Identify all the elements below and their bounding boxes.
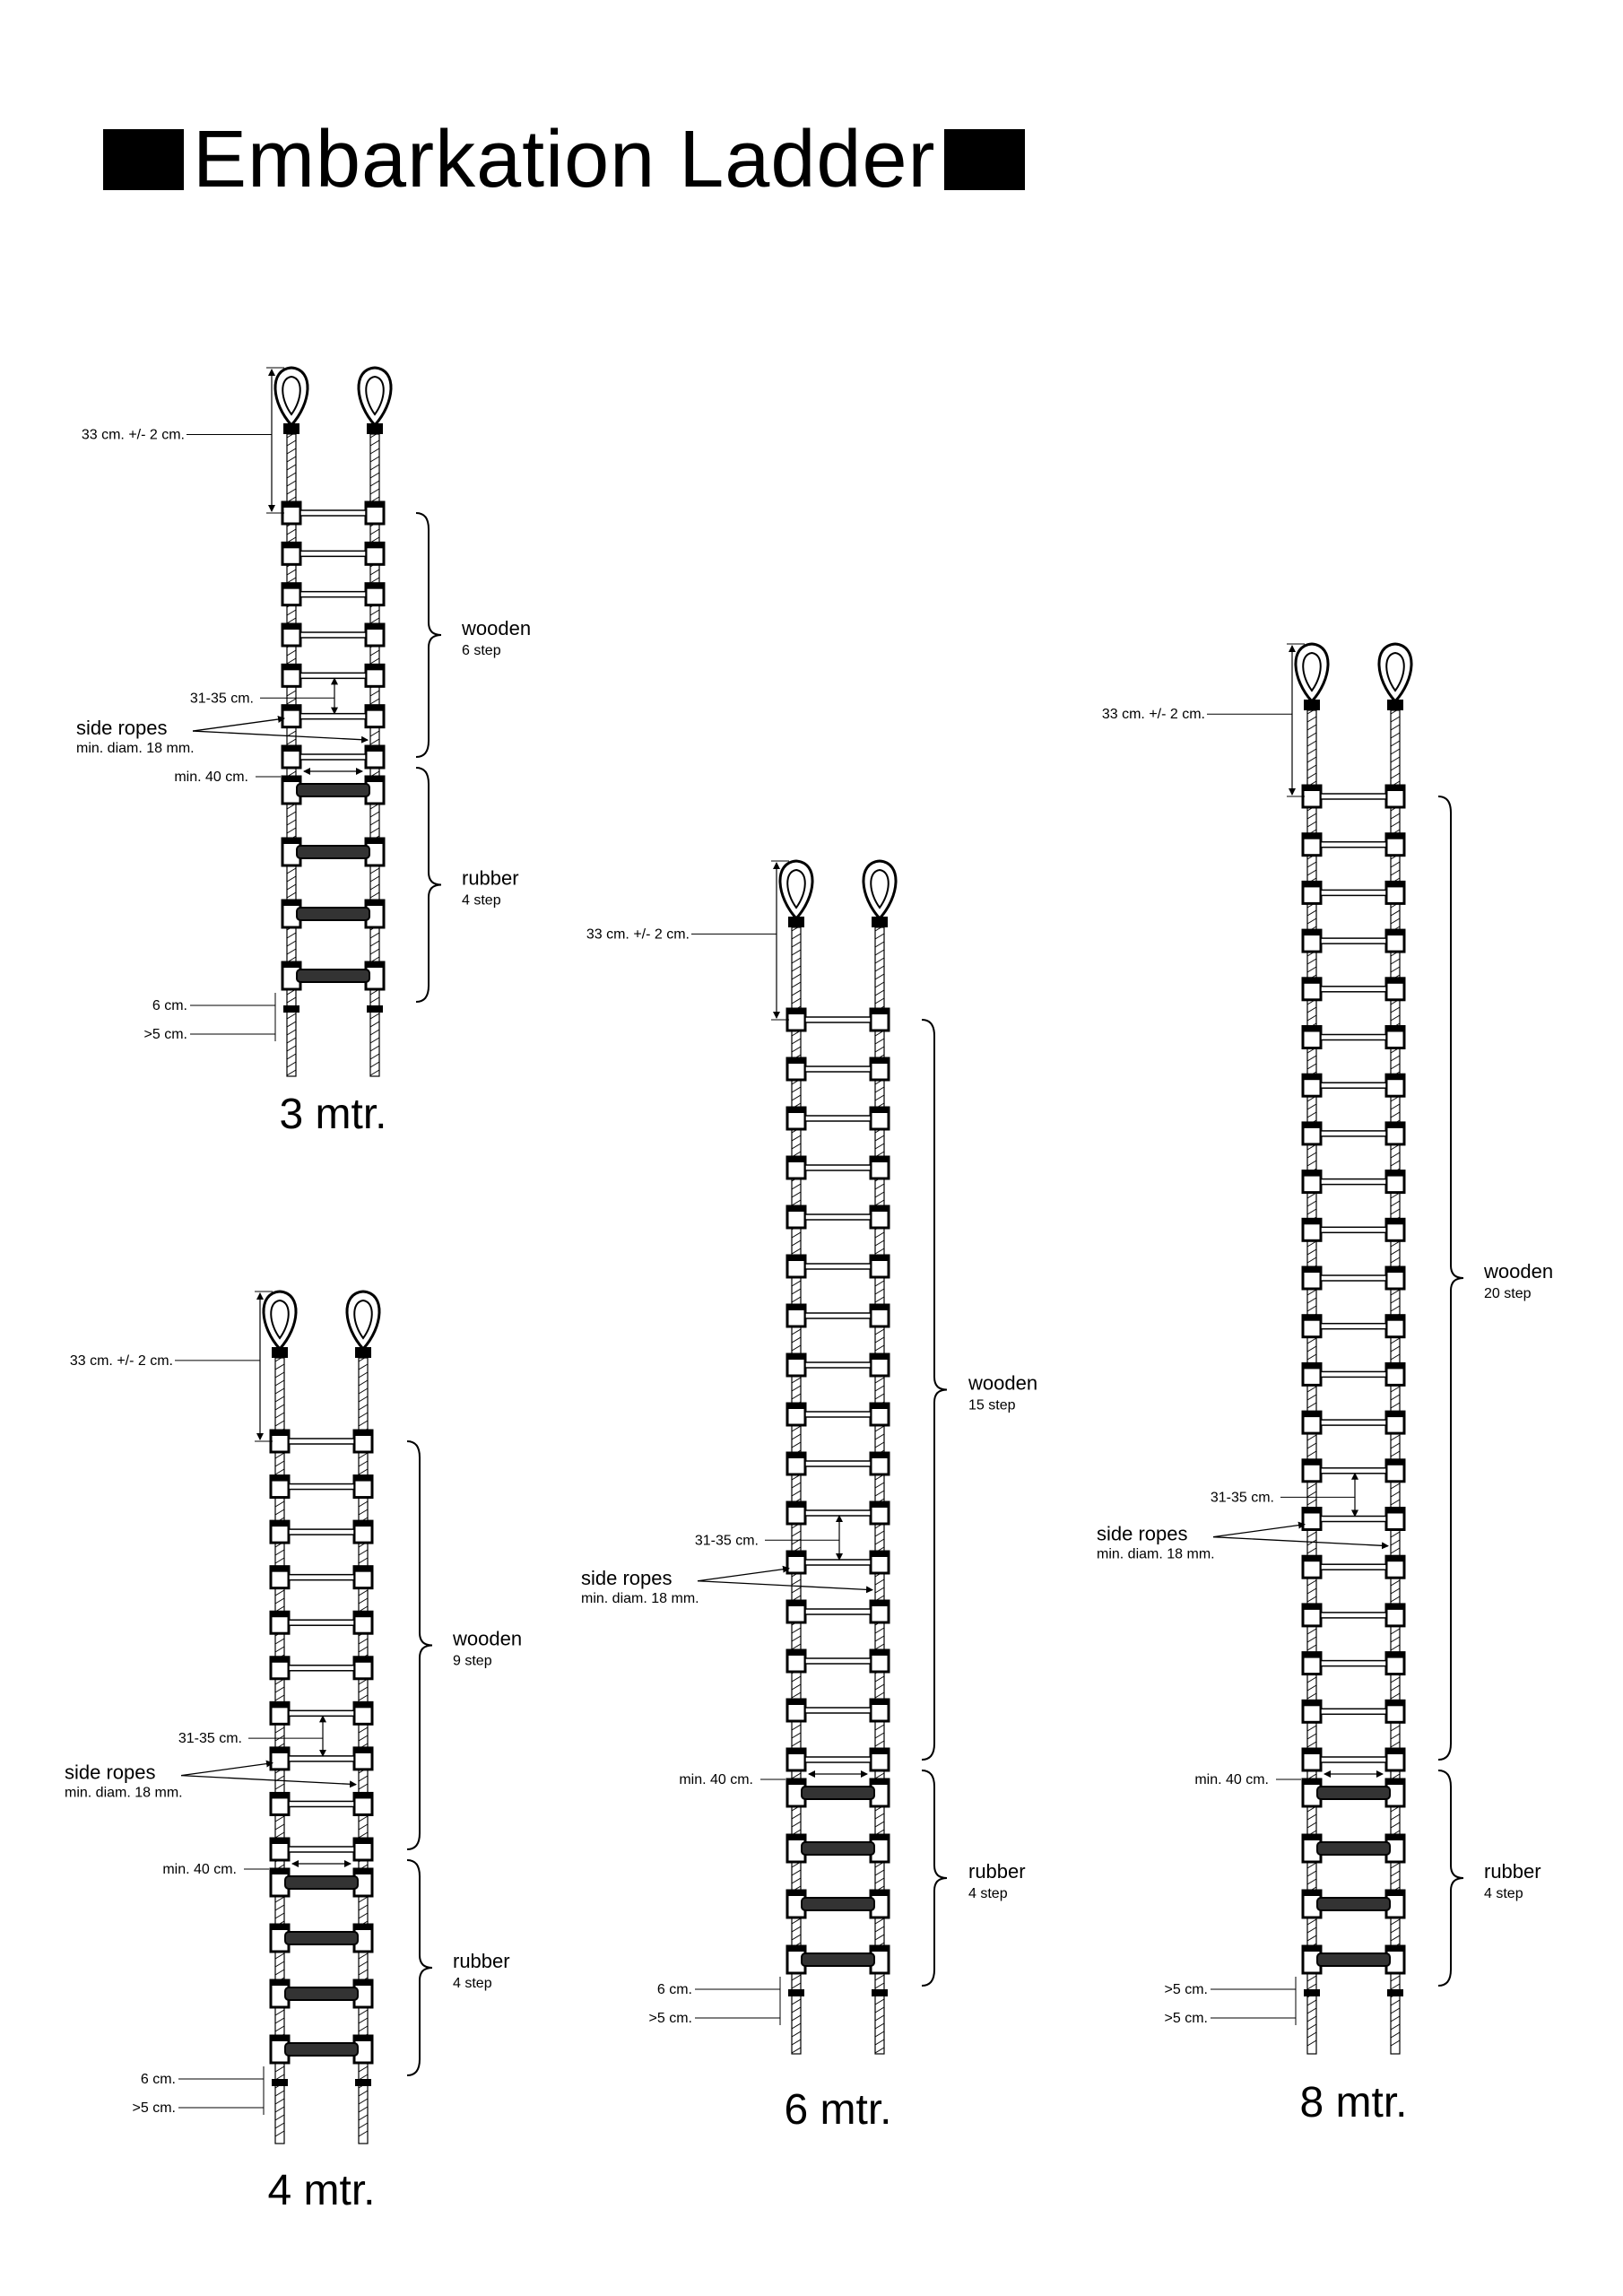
step-clamp-cap: [366, 665, 384, 670]
rubber-brace: [922, 1770, 947, 1986]
top-length-label: 33 cm. +/- 2 cm.: [586, 926, 690, 943]
wooden-step: [1321, 1709, 1386, 1714]
step-clamp-cap: [282, 777, 300, 782]
wooden-step: [1321, 1564, 1386, 1570]
wooden-step: [1321, 1468, 1386, 1474]
ladder-caption: 6 mtr.: [784, 2086, 892, 2134]
rubber-label: rubber: [1484, 1860, 1541, 1883]
bottom-dim-label-a: >5 cm.: [1164, 1982, 1208, 1997]
wooden-step: [805, 1264, 871, 1269]
step-clamp-cap: [1303, 834, 1321, 839]
side-ropes-label: side ropes: [1097, 1522, 1188, 1545]
wooden-label: wooden: [453, 1627, 523, 1650]
step-clamp-cap: [1303, 930, 1321, 935]
step-clamp-cap: [1303, 786, 1321, 791]
step-clamp-cap: [787, 1354, 805, 1360]
min-width-label: min. 40 cm.: [1194, 1772, 1269, 1787]
side-rope-arrow: [698, 1581, 872, 1590]
step-clamp-cap: [366, 706, 384, 711]
step-clamp-cap: [1386, 1891, 1404, 1896]
step-clamp-cap: [271, 1521, 289, 1526]
step-clamp-cap: [787, 1206, 805, 1212]
title-text: Embarkation Ladder: [193, 115, 936, 204]
step-clamp-cap: [282, 839, 300, 844]
step-clamp-cap: [282, 624, 300, 630]
wooden-label: wooden: [462, 617, 532, 639]
wooden-step: [1321, 987, 1386, 992]
step-clamp-cap: [1386, 1605, 1404, 1610]
step-clamp-cap: [871, 1700, 889, 1705]
step-clamp-cap: [787, 1108, 805, 1113]
rope-seizing: [1304, 700, 1320, 710]
ladder-caption: 4 mtr.: [267, 2167, 376, 2214]
step-clamp-cap: [1386, 1779, 1404, 1785]
side-rope-arrow: [181, 1763, 273, 1776]
step-clamp-cap: [282, 665, 300, 670]
wooden-steps-label: 6 step: [462, 643, 501, 658]
step-clamp-cap: [871, 1601, 889, 1606]
step-clamp-cap: [871, 1749, 889, 1754]
bottom-dim-label-b: >5 cm.: [143, 1027, 187, 1042]
step-clamp-cap: [1386, 930, 1404, 935]
step-clamp-cap: [871, 1552, 889, 1557]
step-clamp-cap: [354, 1839, 372, 1844]
bottom-seizing: [1304, 1989, 1320, 1996]
step-clamp-cap: [1303, 1835, 1321, 1840]
bottom-dim-label-b: >5 cm.: [132, 2100, 176, 2116]
rope-seizing: [272, 1347, 288, 1358]
step-clamp-cap: [1303, 1316, 1321, 1321]
step-clamp-cap: [787, 1779, 805, 1785]
bottom-seizing: [355, 2079, 371, 2086]
wooden-step: [289, 1484, 354, 1490]
step-spacing-label: 31-35 cm.: [189, 691, 254, 707]
step-clamp-cap: [271, 1431, 289, 1436]
wooden-step: [300, 592, 366, 597]
wooden-step: [300, 551, 366, 556]
ladder-3m: [76, 368, 531, 1138]
side-rope-arrow: [1213, 1525, 1305, 1537]
step-clamp-cap: [787, 1552, 805, 1557]
wooden-step: [300, 754, 366, 760]
step-clamp-cap: [354, 1612, 372, 1617]
step-clamp-cap: [354, 1521, 372, 1526]
wooden-step: [289, 1801, 354, 1806]
step-clamp-cap: [1303, 1891, 1321, 1896]
rubber-step: [285, 1987, 358, 2000]
step-clamp-cap: [1386, 978, 1404, 984]
rubber-step: [802, 1898, 874, 1910]
step-clamp-cap: [354, 1476, 372, 1482]
side-ropes-diameter-label: min. diam. 18 mm.: [581, 1590, 699, 1606]
step-clamp-cap: [1386, 1749, 1404, 1754]
wooden-steps-label: 20 step: [1484, 1286, 1532, 1301]
step-clamp-cap: [366, 777, 384, 782]
wooden-step: [1321, 1613, 1386, 1618]
step-clamp-cap: [1386, 1460, 1404, 1465]
step-clamp-cap: [1303, 1509, 1321, 1514]
step-clamp-cap: [871, 1256, 889, 1261]
side-rope-arrow: [193, 731, 368, 740]
side-ropes-label: side ropes: [65, 1761, 156, 1784]
step-clamp-cap: [271, 1657, 289, 1663]
step-clamp-cap: [282, 900, 300, 906]
step-clamp-cap: [271, 1869, 289, 1874]
step-clamp-cap: [271, 1793, 289, 1798]
wooden-step: [1321, 1179, 1386, 1185]
side-rope-arrow: [181, 1776, 356, 1785]
wooden-step: [300, 714, 366, 719]
step-clamp-cap: [787, 1305, 805, 1310]
wooden-step: [805, 1560, 871, 1565]
min-width-label: min. 40 cm.: [174, 770, 248, 785]
step-clamp-cap: [871, 1650, 889, 1656]
step-clamp-cap: [1303, 1700, 1321, 1706]
wooden-step: [1321, 794, 1386, 799]
rubber-brace: [416, 768, 441, 1002]
step-clamp-cap: [1303, 1027, 1321, 1032]
step-clamp-cap: [1303, 1074, 1321, 1080]
rubber-step: [297, 970, 369, 982]
step-clamp-cap: [787, 1404, 805, 1409]
bottom-seizing: [788, 1989, 804, 1996]
step-clamp-cap: [354, 2036, 372, 2041]
rubber-step: [1317, 1842, 1390, 1855]
wooden-step: [300, 510, 366, 516]
step-clamp-cap: [282, 706, 300, 711]
wooden-step: [805, 1708, 871, 1713]
wooden-step: [1321, 1035, 1386, 1040]
step-clamp-cap: [787, 1058, 805, 1064]
step-clamp-cap: [1303, 1779, 1321, 1785]
min-width-label: min. 40 cm.: [679, 1772, 753, 1787]
wooden-step: [1321, 890, 1386, 895]
bottom-seizing: [272, 2079, 288, 2086]
wooden-step: [1321, 1517, 1386, 1522]
step-clamp-cap: [1303, 1267, 1321, 1273]
step-clamp-cap: [366, 962, 384, 968]
rubber-label: rubber: [453, 1950, 510, 1972]
step-clamp-cap: [1386, 1556, 1404, 1561]
rubber-step: [297, 908, 369, 920]
step-clamp-cap: [271, 1748, 289, 1753]
step-spacing-label: 31-35 cm.: [1210, 1490, 1274, 1506]
top-length-label: 33 cm. +/- 2 cm.: [1101, 707, 1205, 723]
step-clamp-cap: [354, 1431, 372, 1436]
rubber-step: [802, 1842, 874, 1855]
wooden-step: [805, 1066, 871, 1072]
bottom-dim-label-b: >5 cm.: [648, 2011, 692, 2026]
step-clamp-cap: [787, 1650, 805, 1656]
step-clamp-cap: [271, 2036, 289, 2041]
step-clamp-cap: [871, 1305, 889, 1310]
top-length-label: 33 cm. +/- 2 cm.: [81, 427, 185, 443]
step-clamp-cap: [366, 584, 384, 589]
wooden-brace: [1438, 796, 1463, 1760]
step-clamp-cap: [1386, 1700, 1404, 1706]
step-clamp-cap: [1386, 834, 1404, 839]
wooden-steps-label: 9 step: [453, 1653, 492, 1669]
step-clamp-cap: [787, 1946, 805, 1952]
rubber-step: [285, 1876, 358, 1889]
rope-seizing: [355, 1347, 371, 1358]
wooden-label: wooden: [968, 1371, 1038, 1395]
wooden-step: [1321, 1083, 1386, 1088]
side-ropes-diameter-label: min. diam. 18 mm.: [65, 1785, 183, 1801]
rubber-step: [802, 1953, 874, 1966]
ladder-8m: [1097, 644, 1553, 2126]
step-clamp-cap: [871, 1206, 889, 1212]
rubber-step: [297, 784, 369, 796]
step-clamp-cap: [282, 584, 300, 589]
step-clamp-cap: [787, 1157, 805, 1162]
rubber-step: [1317, 1898, 1390, 1910]
step-clamp-cap: [1303, 1749, 1321, 1754]
rubber-label: rubber: [968, 1860, 1026, 1883]
side-ropes-label: side ropes: [76, 717, 168, 740]
step-clamp-cap: [366, 543, 384, 548]
step-clamp-cap: [366, 900, 384, 906]
step-clamp-cap: [1303, 1946, 1321, 1952]
step-clamp-cap: [1386, 882, 1404, 887]
bottom-seizing: [283, 1005, 299, 1013]
step-clamp-cap: [354, 1869, 372, 1874]
ladder-caption: 3 mtr.: [279, 1091, 387, 1138]
step-clamp-cap: [871, 1502, 889, 1508]
ladder-4m: [65, 1292, 522, 2214]
step-clamp-cap: [1303, 882, 1321, 887]
rubber-step: [802, 1787, 874, 1799]
step-clamp-cap: [366, 746, 384, 752]
step-clamp-cap: [354, 1980, 372, 1986]
step-clamp-cap: [354, 1925, 372, 1930]
wooden-step: [1321, 1757, 1386, 1762]
wooden-step: [805, 1362, 871, 1368]
side-ropes-label: side ropes: [581, 1566, 673, 1589]
step-clamp-cap: [1386, 1219, 1404, 1224]
step-clamp-cap: [1386, 1123, 1404, 1128]
step-clamp-cap: [787, 1700, 805, 1705]
step-clamp-cap: [787, 1891, 805, 1896]
step-spacing-label: 31-35 cm.: [694, 1533, 759, 1549]
rubber-brace: [1438, 1770, 1463, 1986]
step-clamp-cap: [871, 1835, 889, 1840]
wooden-step: [289, 1620, 354, 1625]
step-clamp-cap: [871, 1946, 889, 1952]
top-length-label: 33 cm. +/- 2 cm.: [69, 1352, 173, 1369]
rope-seizing: [788, 917, 804, 927]
wooden-brace: [407, 1441, 432, 1849]
step-clamp-cap: [282, 746, 300, 752]
step-clamp-cap: [271, 1839, 289, 1844]
wooden-step: [289, 1665, 354, 1671]
step-clamp-cap: [366, 624, 384, 630]
step-clamp-cap: [871, 1058, 889, 1064]
side-ropes-diameter-label: min. diam. 18 mm.: [76, 741, 195, 757]
side-rope-arrow: [193, 718, 284, 731]
step-clamp-cap: [354, 1567, 372, 1572]
bottom-seizing: [1387, 1989, 1403, 1996]
bottom-dim-label-a: 6 cm.: [656, 1982, 692, 1997]
step-clamp-cap: [271, 1476, 289, 1482]
step-clamp-cap: [282, 543, 300, 548]
step-clamp-cap: [1303, 1219, 1321, 1224]
step-clamp-cap: [871, 1404, 889, 1409]
rubber-step: [297, 846, 369, 858]
wooden-step: [805, 1609, 871, 1614]
step-clamp-cap: [1303, 1171, 1321, 1177]
step-clamp-cap: [354, 1793, 372, 1798]
bottom-dim-label-b: >5 cm.: [1164, 2011, 1208, 2026]
wooden-step: [1321, 1324, 1386, 1329]
wooden-step: [289, 1756, 354, 1761]
step-clamp-cap: [1386, 1027, 1404, 1032]
step-clamp-cap: [354, 1657, 372, 1663]
step-clamp-cap: [366, 502, 384, 508]
wooden-step: [289, 1575, 354, 1580]
step-clamp-cap: [1303, 1460, 1321, 1465]
step-clamp-cap: [1386, 1074, 1404, 1080]
wooden-step: [1321, 1131, 1386, 1136]
rubber-step: [1317, 1953, 1390, 1966]
wooden-step: [1321, 1420, 1386, 1425]
step-clamp-cap: [282, 962, 300, 968]
step-clamp-cap: [871, 1009, 889, 1014]
side-rope-arrow: [1213, 1537, 1388, 1546]
wooden-step: [289, 1710, 354, 1716]
wooden-step: [805, 1116, 871, 1121]
step-clamp-cap: [354, 1748, 372, 1753]
side-ropes-diameter-label: min. diam. 18 mm.: [1097, 1546, 1215, 1562]
wooden-step: [805, 1165, 871, 1170]
step-clamp-cap: [1386, 1946, 1404, 1952]
min-width-label: min. 40 cm.: [162, 1862, 237, 1877]
wooden-step: [805, 1214, 871, 1220]
step-clamp-cap: [1386, 1267, 1404, 1273]
wooden-step: [1321, 1371, 1386, 1377]
wooden-step: [805, 1313, 871, 1318]
step-clamp-cap: [1303, 1605, 1321, 1610]
wooden-step: [289, 1529, 354, 1535]
step-clamp-cap: [1386, 1653, 1404, 1658]
step-clamp-cap: [787, 1453, 805, 1458]
ladder-caption: 8 mtr.: [1299, 2079, 1408, 2126]
wooden-steps-label: 15 step: [968, 1397, 1016, 1413]
rope-seizing: [872, 917, 888, 927]
wooden-step: [1321, 1661, 1386, 1666]
step-clamp-cap: [1386, 1171, 1404, 1177]
step-clamp-cap: [354, 1702, 372, 1708]
step-clamp-cap: [1386, 1363, 1404, 1369]
step-clamp-cap: [282, 502, 300, 508]
bottom-seizing: [872, 1989, 888, 1996]
rubber-steps-label: 4 step: [968, 1886, 1008, 1901]
wooden-step: [1321, 1227, 1386, 1232]
rubber-step: [285, 1932, 358, 1944]
step-clamp-cap: [1386, 786, 1404, 791]
wooden-step: [805, 1017, 871, 1022]
wooden-step: [1321, 842, 1386, 848]
step-clamp-cap: [271, 1612, 289, 1617]
wooden-step: [805, 1658, 871, 1664]
wooden-brace: [922, 1020, 947, 1760]
step-clamp-cap: [787, 1009, 805, 1014]
rubber-step: [285, 2043, 358, 2056]
bottom-seizing: [367, 1005, 383, 1013]
wooden-step: [805, 1757, 871, 1762]
rubber-steps-label: 4 step: [453, 1976, 492, 1991]
wooden-step: [300, 673, 366, 678]
wooden-step: [805, 1461, 871, 1466]
step-clamp-cap: [1303, 1556, 1321, 1561]
rubber-step: [1317, 1787, 1390, 1799]
step-clamp-cap: [787, 1256, 805, 1261]
step-clamp-cap: [1386, 1412, 1404, 1417]
step-clamp-cap: [871, 1891, 889, 1896]
step-clamp-cap: [787, 1749, 805, 1754]
rubber-steps-label: 4 step: [1484, 1886, 1523, 1901]
step-clamp-cap: [787, 1835, 805, 1840]
wooden-step: [805, 1510, 871, 1516]
wooden-step: [1321, 938, 1386, 944]
wooden-step: [805, 1412, 871, 1417]
step-clamp-cap: [271, 1925, 289, 1930]
bottom-dim-label-a: 6 cm.: [140, 2072, 176, 2087]
step-clamp-cap: [871, 1453, 889, 1458]
step-clamp-cap: [1303, 1653, 1321, 1658]
step-clamp-cap: [366, 839, 384, 844]
step-clamp-cap: [1303, 1363, 1321, 1369]
step-clamp-cap: [271, 1702, 289, 1708]
rope-seizing: [367, 423, 383, 434]
step-clamp-cap: [1386, 1509, 1404, 1514]
wooden-step: [300, 632, 366, 638]
step-clamp-cap: [871, 1157, 889, 1162]
rope-seizing: [1387, 700, 1403, 710]
bottom-dim-label-a: 6 cm.: [152, 998, 187, 1013]
step-clamp-cap: [787, 1601, 805, 1606]
step-clamp-cap: [1303, 1412, 1321, 1417]
ladder-6m: [581, 861, 1037, 2134]
step-clamp-cap: [1386, 1316, 1404, 1321]
rubber-label: rubber: [462, 866, 519, 890]
rubber-brace: [407, 1860, 432, 2075]
wooden-step: [289, 1439, 354, 1444]
wooden-step: [1321, 1275, 1386, 1281]
step-clamp-cap: [271, 1567, 289, 1572]
step-clamp-cap: [787, 1502, 805, 1508]
wooden-brace: [416, 513, 441, 757]
step-spacing-label: 31-35 cm.: [178, 1731, 242, 1747]
side-rope-arrow: [698, 1569, 789, 1581]
rope-seizing: [283, 423, 299, 434]
step-clamp-cap: [871, 1108, 889, 1113]
wooden-step: [289, 1847, 354, 1852]
step-clamp-cap: [1386, 1835, 1404, 1840]
step-clamp-cap: [1303, 978, 1321, 984]
step-clamp-cap: [871, 1354, 889, 1360]
rubber-steps-label: 4 step: [462, 892, 501, 909]
step-clamp-cap: [871, 1779, 889, 1785]
step-clamp-cap: [1303, 1123, 1321, 1128]
wooden-label: wooden: [1484, 1260, 1554, 1283]
step-clamp-cap: [271, 1980, 289, 1986]
